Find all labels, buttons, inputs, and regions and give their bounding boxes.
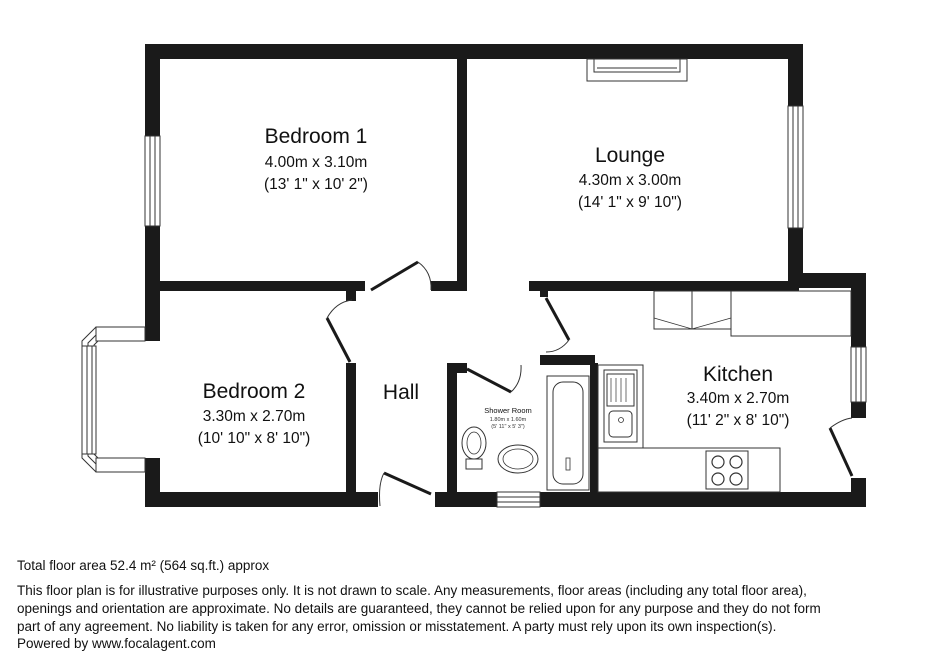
room-label-hall — [383, 381, 419, 404]
room-metric: 1.80m x 1.60m — [489, 417, 527, 423]
room-metric: 4.00m x 3.10m — [264, 154, 368, 171]
room-name: Lounge — [594, 144, 666, 167]
door-kitchen — [830, 418, 852, 476]
door-bedroom1 — [371, 262, 431, 290]
room-name: Kitchen — [702, 363, 774, 386]
room-label-bedroom2 — [198, 380, 311, 447]
room-name: Bedroom 1 — [264, 125, 368, 148]
window-kitchen — [851, 347, 866, 402]
room-label-shower — [484, 406, 532, 430]
room-label-lounge — [578, 144, 682, 211]
room-metric: 3.30m x 2.70m — [202, 408, 306, 425]
bathroom-fixtures — [462, 376, 589, 490]
total-floor-area: Total floor area 52.4 m² (564 sq.ft.) approx — [17, 558, 270, 573]
room-metric: 4.30m x 3.00m — [578, 172, 682, 189]
room-imperial: (14' 1" x 9' 10") — [578, 194, 682, 211]
room-imperial: (10' 10" x 8' 10") — [197, 430, 311, 447]
room-name: Shower Room — [484, 406, 532, 415]
room-metric: 3.40m x 2.70m — [686, 390, 790, 407]
powered-by: Powered by www.focalagent.com — [17, 636, 216, 651]
disclaimer-line: openings and orientation are approximate. No details are guaranteed, they cannot be relied upon for any purpose and they do not form — [17, 601, 821, 616]
bay-window-bedroom2 — [82, 327, 145, 472]
room-imperial: (11' 2" x 8' 10") — [686, 412, 790, 429]
window-bedroom1 — [145, 136, 160, 226]
disclaimer-line: part of any agreement. No liability is taken for any error, omission or misstatement. A party must rely upon its own inspection(s). — [17, 619, 777, 634]
room-label-bedroom1 — [264, 125, 368, 193]
door-bedroom2 — [327, 300, 352, 362]
door-shower — [467, 365, 521, 392]
window-shower — [497, 492, 540, 507]
room-name: Bedroom 2 — [202, 380, 306, 403]
room-name: Hall — [382, 381, 420, 404]
window-lounge — [788, 106, 803, 228]
room-label-kitchen — [687, 363, 790, 429]
room-imperial: (5' 11" x 5' 3") — [491, 424, 525, 430]
door-front — [380, 473, 432, 506]
door-lounge — [546, 298, 569, 352]
fireplace — [587, 59, 687, 81]
disclaimer-line: This floor plan is for illustrative purposes only. It is not drawn to scale. Any measurements, floor areas (including any total floor area), — [17, 583, 807, 598]
room-imperial: (13' 1" x 10' 2") — [264, 176, 368, 193]
